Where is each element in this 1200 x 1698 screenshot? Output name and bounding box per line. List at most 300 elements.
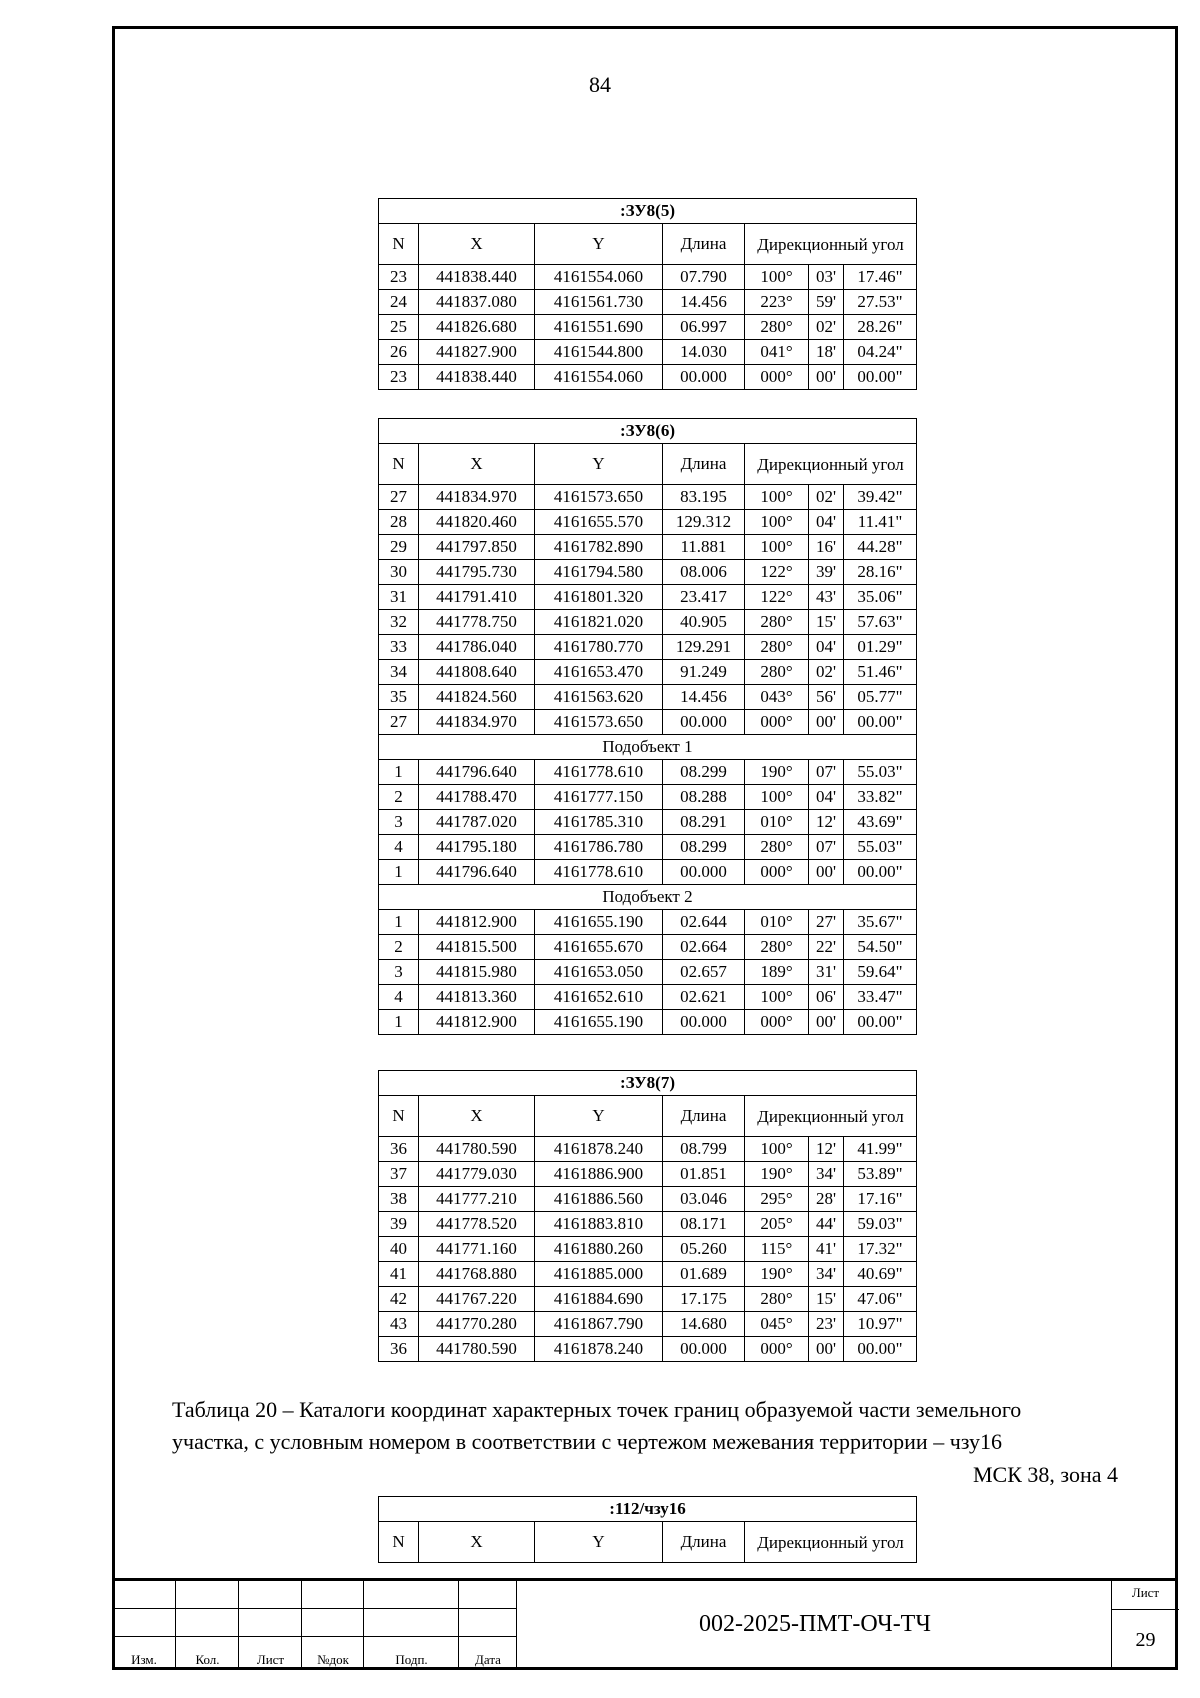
table-cell: 041°: [745, 340, 809, 365]
table-cell: 4: [379, 835, 419, 860]
table-cell: 441795.730: [419, 560, 535, 585]
table-cell: 59.64": [844, 960, 917, 985]
coordinate-table: [378, 1496, 917, 1563]
table-cell: 00.000: [663, 1337, 745, 1362]
title-block: [112, 1578, 1178, 1670]
table-cell: 280°: [745, 610, 809, 635]
table-row: [379, 290, 917, 315]
col-header-direction: Дирекционный угол: [745, 224, 917, 265]
table-row: [379, 365, 917, 390]
table-cell: 15': [809, 610, 844, 635]
table-cell: 2: [379, 785, 419, 810]
table-cell: 07.790: [663, 265, 745, 290]
table-cell: 441768.880: [419, 1262, 535, 1287]
table-cell: 00': [809, 1010, 844, 1035]
table-cell: 59.03": [844, 1212, 917, 1237]
table-cell: 4161778.610: [535, 760, 663, 785]
stamp-label-izm: Изм.: [131, 1652, 157, 1667]
table-cell: 00.000: [663, 710, 745, 735]
table-cell: 100°: [745, 1137, 809, 1162]
table-cell: 02.621: [663, 985, 745, 1010]
table-cell: 441812.900: [419, 1010, 535, 1035]
table-cell: 441837.080: [419, 290, 535, 315]
table-title-row: [379, 1497, 917, 1522]
table-cell: 129.291: [663, 635, 745, 660]
table-cell: 4161653.470: [535, 660, 663, 685]
table-cell: 47.06": [844, 1287, 917, 1312]
table-cell: 14.456: [663, 685, 745, 710]
table-cell: 01.689: [663, 1262, 745, 1287]
table-row: [379, 1237, 917, 1262]
table-cell: 441820.460: [419, 510, 535, 535]
table-cell: 34': [809, 1262, 844, 1287]
table-cell: 043°: [745, 685, 809, 710]
subobject-row: [379, 735, 917, 760]
table-cell: 59': [809, 290, 844, 315]
col-header-x: X: [419, 444, 535, 485]
table-cell: 280°: [745, 1287, 809, 1312]
table-cell: 441808.640: [419, 660, 535, 685]
table-row: [379, 960, 917, 985]
table-cell: 35.06": [844, 585, 917, 610]
table-cell: 83.195: [663, 485, 745, 510]
col-header-length: Длина: [663, 1522, 745, 1563]
table-cell: 17.32": [844, 1237, 917, 1262]
table-cell: 4161780.770: [535, 635, 663, 660]
table-cell: 27': [809, 910, 844, 935]
table-cell: 045°: [745, 1312, 809, 1337]
table-cell: 4161786.780: [535, 835, 663, 860]
table-cell: 43': [809, 585, 844, 610]
table-cell: 441778.750: [419, 610, 535, 635]
table-header-row: [379, 224, 917, 265]
col-header-length: Длина: [663, 1096, 745, 1137]
col-header-y: Y: [535, 1522, 663, 1563]
table-cell: 26: [379, 340, 419, 365]
table-cell: 4161655.670: [535, 935, 663, 960]
table-row: [379, 1010, 917, 1035]
table-cell: 36: [379, 1337, 419, 1362]
table-cell: 280°: [745, 935, 809, 960]
coordinate-table: [378, 1070, 917, 1362]
table-cell: 4161801.320: [535, 585, 663, 610]
table-cell: 07': [809, 835, 844, 860]
table-cell: 56': [809, 685, 844, 710]
table-cell: 295°: [745, 1187, 809, 1212]
table-cell: 190°: [745, 1162, 809, 1187]
table-row: [379, 1287, 917, 1312]
coordinate-table: [378, 418, 917, 1035]
table-cell: 4161886.900: [535, 1162, 663, 1187]
table-cell: 4161652.610: [535, 985, 663, 1010]
table-cell: 00.00": [844, 1010, 917, 1035]
table-row: [379, 485, 917, 510]
table-cell: 4161655.190: [535, 910, 663, 935]
table-cell: 27: [379, 485, 419, 510]
table-cell: 33.47": [844, 985, 917, 1010]
table-cell: 4161885.000: [535, 1262, 663, 1287]
table-cell: 441815.500: [419, 935, 535, 960]
sheet-box: [1111, 1581, 1178, 1670]
table-row: [379, 560, 917, 585]
table-cell: 100°: [745, 785, 809, 810]
table-cell: 23: [379, 265, 419, 290]
table-cell: 115°: [745, 1237, 809, 1262]
table-cell: 00': [809, 1337, 844, 1362]
table-cell: 205°: [745, 1212, 809, 1237]
coordinate-system: МСК 38, зона 4: [972, 1462, 1118, 1487]
table-cell: 00.00": [844, 365, 917, 390]
table-cell: 4161544.800: [535, 340, 663, 365]
table-cell: 3: [379, 960, 419, 985]
table-cell: 441780.590: [419, 1137, 535, 1162]
table-cell: 17.16": [844, 1187, 917, 1212]
table-cell: 441815.980: [419, 960, 535, 985]
table-cell: 441827.900: [419, 340, 535, 365]
table-cell: 14.456: [663, 290, 745, 315]
table-cell: 441834.970: [419, 710, 535, 735]
table-title-row: [379, 199, 917, 224]
table-cell: 06.997: [663, 315, 745, 340]
table-cell: 08.291: [663, 810, 745, 835]
table-cell: 08.288: [663, 785, 745, 810]
table-title-row: [379, 419, 917, 444]
table-cell: 2: [379, 935, 419, 960]
table-cell: 4161554.060: [535, 265, 663, 290]
sheet-label: Лист: [1131, 1585, 1160, 1600]
table-row: [379, 810, 917, 835]
table-cell: 122°: [745, 560, 809, 585]
col-header-n: N: [379, 444, 419, 485]
table-cell: 30: [379, 560, 419, 585]
table-cell: 4161782.890: [535, 535, 663, 560]
col-header-length: Длина: [663, 224, 745, 265]
table-cell: 4161778.610: [535, 860, 663, 885]
table-cell: 08.171: [663, 1212, 745, 1237]
col-header-direction: Дирекционный угол: [745, 1522, 917, 1563]
stamp-label-data: Дата: [475, 1652, 501, 1667]
table-cell: 441795.180: [419, 835, 535, 860]
table-cell: 4161880.260: [535, 1237, 663, 1262]
table-cell: 12': [809, 810, 844, 835]
table-cell: 4161655.190: [535, 1010, 663, 1035]
table-cell: 4161777.150: [535, 785, 663, 810]
table-row: [379, 635, 917, 660]
table-cell: 441770.280: [419, 1312, 535, 1337]
table-row: [379, 835, 917, 860]
table-cell: 04': [809, 510, 844, 535]
table-cell: 122°: [745, 585, 809, 610]
table-cell: 000°: [745, 860, 809, 885]
table-cell: 280°: [745, 660, 809, 685]
table-cell: 14.030: [663, 340, 745, 365]
table-cell: 189°: [745, 960, 809, 985]
table-row: [379, 760, 917, 785]
table-cell: 42: [379, 1287, 419, 1312]
col-header-n: N: [379, 224, 419, 265]
table-cell: 04': [809, 785, 844, 810]
table-cell: 08.299: [663, 760, 745, 785]
table-cell: 28: [379, 510, 419, 535]
table-cell: 1: [379, 760, 419, 785]
col-header-direction: Дирекционный угол: [745, 444, 917, 485]
table-cell: 00.000: [663, 860, 745, 885]
table-cell: 441824.560: [419, 685, 535, 710]
table-cell: 100°: [745, 265, 809, 290]
table-cell: 08.299: [663, 835, 745, 860]
table-title: :ЗУ8(6): [379, 419, 917, 444]
table-cell: 39.42": [844, 485, 917, 510]
table-cell: 1: [379, 1010, 419, 1035]
page-number: 84: [589, 72, 611, 97]
table-row: [379, 785, 917, 810]
table-cell: 4161653.050: [535, 960, 663, 985]
table-cell: 43: [379, 1312, 419, 1337]
table-cell: 02': [809, 660, 844, 685]
table-cell: 33.82": [844, 785, 917, 810]
table-cell: 23': [809, 1312, 844, 1337]
table-cell: 01.29": [844, 635, 917, 660]
table-cell: 28.16": [844, 560, 917, 585]
table-cell: 000°: [745, 1337, 809, 1362]
table-cell: 4161884.690: [535, 1287, 663, 1312]
table-cell: 00.000: [663, 1010, 745, 1035]
table-cell: 4161563.620: [535, 685, 663, 710]
table-cell: 1: [379, 860, 419, 885]
table-cell: 36: [379, 1137, 419, 1162]
table-caption: [172, 1394, 1122, 1458]
table-cell: 28': [809, 1187, 844, 1212]
table-row: [379, 1212, 917, 1237]
table-cell: 17.46": [844, 265, 917, 290]
table-cell: 441791.410: [419, 585, 535, 610]
table-cell: 24: [379, 290, 419, 315]
table-cell: 02': [809, 485, 844, 510]
table-cell: 441767.220: [419, 1287, 535, 1312]
caption-line-1: Таблица 20 – Каталоги координат характерных точек границ образуемой части земельного: [172, 1397, 1022, 1422]
table-row: [379, 660, 917, 685]
table-cell: 010°: [745, 810, 809, 835]
table-row: [379, 510, 917, 535]
table-row: [379, 910, 917, 935]
table-cell: 100°: [745, 985, 809, 1010]
table-cell: 4161561.730: [535, 290, 663, 315]
table-cell: 40.69": [844, 1262, 917, 1287]
table-header-row: [379, 444, 917, 485]
table-row: [379, 860, 917, 885]
table-cell: 27: [379, 710, 419, 735]
table-cell: 02.644: [663, 910, 745, 935]
subobject-label: Подобъект 1: [379, 735, 917, 760]
table-cell: 280°: [745, 315, 809, 340]
table-cell: 441838.440: [419, 365, 535, 390]
table-cell: 1: [379, 910, 419, 935]
table-cell: 100°: [745, 485, 809, 510]
caption-line-2: участка, с условным номером в соответствии с чертежом межевания территории – чзу16: [172, 1429, 1002, 1454]
table-cell: 100°: [745, 535, 809, 560]
table-cell: 12': [809, 1137, 844, 1162]
table-cell: 01.851: [663, 1162, 745, 1187]
table-header-row: [379, 1096, 917, 1137]
table-cell: 4161794.580: [535, 560, 663, 585]
table-cell: 4161878.240: [535, 1337, 663, 1362]
table-cell: 06': [809, 985, 844, 1010]
table-cell: 223°: [745, 290, 809, 315]
table-cell: 4: [379, 985, 419, 1010]
sheet-number: 29: [1135, 1629, 1156, 1651]
table-cell: 11.41": [844, 510, 917, 535]
table-row: [379, 1312, 917, 1337]
table-cell: 22': [809, 935, 844, 960]
table-row: [379, 265, 917, 290]
table-cell: 441838.440: [419, 265, 535, 290]
table-cell: 00.00": [844, 710, 917, 735]
table-cell: 4161655.570: [535, 510, 663, 535]
table-cell: 010°: [745, 910, 809, 935]
table-cell: 07': [809, 760, 844, 785]
col-header-n: N: [379, 1522, 419, 1563]
table-cell: 00.00": [844, 1337, 917, 1362]
table-cell: 91.249: [663, 660, 745, 685]
table-cell: 441771.160: [419, 1237, 535, 1262]
table-cell: 23.417: [663, 585, 745, 610]
table-cell: 41.99": [844, 1137, 917, 1162]
table-cell: 40.905: [663, 610, 745, 635]
table-cell: 44': [809, 1212, 844, 1237]
table-title: :112/чзу16: [379, 1497, 917, 1522]
table-cell: 14.680: [663, 1312, 745, 1337]
table-cell: 4161573.650: [535, 710, 663, 735]
table-title-row: [379, 1071, 917, 1096]
table-cell: 54.50": [844, 935, 917, 960]
table-cell: 55.03": [844, 835, 917, 860]
subobject-label: Подобъект 2: [379, 885, 917, 910]
table-cell: 03': [809, 265, 844, 290]
coordinate-table: [378, 198, 917, 390]
table-cell: 17.175: [663, 1287, 745, 1312]
table-cell: 37: [379, 1162, 419, 1187]
table-row: [379, 935, 917, 960]
table-cell: 129.312: [663, 510, 745, 535]
document-code: 002-2025-ПМТ-ОЧ-ТЧ: [699, 1611, 931, 1637]
table-cell: 29: [379, 535, 419, 560]
table-cell: 32: [379, 610, 419, 635]
table-cell: 38: [379, 1187, 419, 1212]
table-cell: 18': [809, 340, 844, 365]
table-cell: 16': [809, 535, 844, 560]
table-cell: 441777.210: [419, 1187, 535, 1212]
table-cell: 4161886.560: [535, 1187, 663, 1212]
table-row: [379, 1187, 917, 1212]
table-row: [379, 685, 917, 710]
table-cell: 441797.850: [419, 535, 535, 560]
table-cell: 31: [379, 585, 419, 610]
table-cell: 000°: [745, 365, 809, 390]
stamp-label-kol: Кол.: [195, 1652, 220, 1667]
table-cell: 4161554.060: [535, 365, 663, 390]
table-cell: 190°: [745, 1262, 809, 1287]
table-row: [379, 535, 917, 560]
table-cell: 441788.470: [419, 785, 535, 810]
stamp-label-podp: Подп.: [395, 1652, 428, 1667]
table-cell: 100°: [745, 510, 809, 535]
table-cell: 441780.590: [419, 1337, 535, 1362]
table-cell: 28.26": [844, 315, 917, 340]
table-cell: 39: [379, 1212, 419, 1237]
table-row: [379, 710, 917, 735]
table-cell: 441778.520: [419, 1212, 535, 1237]
table-cell: 441796.640: [419, 760, 535, 785]
table-cell: 41: [379, 1262, 419, 1287]
table-cell: 35.67": [844, 910, 917, 935]
table-cell: 4161785.310: [535, 810, 663, 835]
table-cell: 41': [809, 1237, 844, 1262]
table-cell: 4161821.020: [535, 610, 663, 635]
table-cell: 33: [379, 635, 419, 660]
table-cell: 10.97": [844, 1312, 917, 1337]
table-cell: 08.006: [663, 560, 745, 585]
col-header-length: Длина: [663, 444, 745, 485]
table-cell: 00': [809, 860, 844, 885]
table-cell: 000°: [745, 710, 809, 735]
table-cell: 441779.030: [419, 1162, 535, 1187]
table-cell: 40: [379, 1237, 419, 1262]
table-row: [379, 610, 917, 635]
table-cell: 44.28": [844, 535, 917, 560]
table-cell: 4161883.810: [535, 1212, 663, 1237]
col-header-y: Y: [535, 444, 663, 485]
table-title: :ЗУ8(5): [379, 199, 917, 224]
stamp-label-list: Лист: [256, 1652, 285, 1667]
table-cell: 05.77": [844, 685, 917, 710]
table-cell: 190°: [745, 760, 809, 785]
table-cell: 441787.020: [419, 810, 535, 835]
table-cell: 02': [809, 315, 844, 340]
table-cell: 441796.640: [419, 860, 535, 885]
table-cell: 441786.040: [419, 635, 535, 660]
table-cell: 441812.900: [419, 910, 535, 935]
table-cell: 441834.970: [419, 485, 535, 510]
table-row: [379, 1262, 917, 1287]
table-cell: 34: [379, 660, 419, 685]
subobject-row: [379, 885, 917, 910]
table-cell: 08.799: [663, 1137, 745, 1162]
table-header-row: [379, 1522, 917, 1563]
table-cell: 05.260: [663, 1237, 745, 1262]
table-row: [379, 585, 917, 610]
col-header-x: X: [419, 1522, 535, 1563]
table-cell: 00': [809, 710, 844, 735]
table-cell: 04': [809, 635, 844, 660]
table-cell: 51.46": [844, 660, 917, 685]
table-cell: 441813.360: [419, 985, 535, 1010]
table-cell: 43.69": [844, 810, 917, 835]
table-cell: 3: [379, 810, 419, 835]
table-cell: 15': [809, 1287, 844, 1312]
table-cell: 25: [379, 315, 419, 340]
table-cell: 23: [379, 365, 419, 390]
col-header-y: Y: [535, 1096, 663, 1137]
table-cell: 00.000: [663, 365, 745, 390]
stamp-label-ndok: №док: [317, 1652, 349, 1667]
table-cell: 4161551.690: [535, 315, 663, 340]
col-header-direction: Дирекционный угол: [745, 1096, 917, 1137]
table-cell: 02.664: [663, 935, 745, 960]
table-cell: 55.03": [844, 760, 917, 785]
col-header-n: N: [379, 1096, 419, 1137]
table-cell: 280°: [745, 635, 809, 660]
table-cell: 00.00": [844, 860, 917, 885]
